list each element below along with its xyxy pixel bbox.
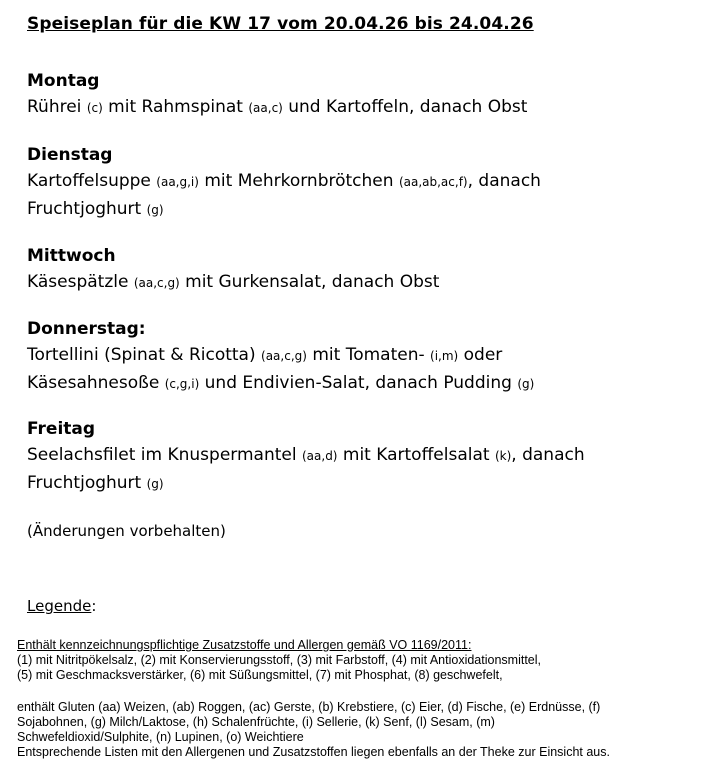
dish-text: , danach [511, 445, 585, 465]
dish-text: und Kartoffeln, danach Obst [282, 97, 528, 117]
day-friday [27, 418, 717, 498]
dish-text: Käsespätzle [27, 272, 134, 292]
legend-title-colon: : [91, 597, 97, 615]
allergen-code: (aa,d) [301, 449, 338, 463]
dish-text: mit Kartoffelsalat [337, 445, 495, 465]
day-thursday [27, 318, 717, 398]
allergens-legend [17, 700, 610, 760]
dish-text: Fruchtjoghurt [27, 199, 147, 219]
dish-text: , danach [467, 171, 541, 191]
day-wednesday [27, 245, 717, 297]
dish-text: Rührei [27, 97, 87, 117]
day-name: Montag [27, 71, 100, 91]
allergen-code: (g) [146, 477, 164, 491]
legend-line: Schwefeldioxid/Sulphite, (n) Lupinen, (o) Weichtiere [17, 730, 304, 744]
allergen-code: (c) [86, 101, 103, 115]
allergen-code: (aa,c) [248, 101, 283, 115]
day-name: Mittwoch [27, 246, 116, 266]
allergen-code: (g) [146, 203, 164, 217]
dish-line [27, 470, 717, 498]
day-name: Donnerstag: [27, 319, 146, 339]
allergen-code: (aa,g,i) [156, 175, 199, 189]
legend-heading: Enthält kennzeichnungspflichtige Zusatzstoffe und Allergen gemäß VO 1169/2011: [17, 638, 472, 652]
legend-title [27, 597, 96, 615]
allergen-code: (aa,c,g) [133, 276, 180, 290]
legend-line: Sojabohnen, (g) Milch/Laktose, (h) Schalenfrüchte, (i) Sellerie, (k) Senf, (l) Sesam, (m) [17, 715, 495, 729]
additives-legend [17, 638, 541, 683]
dish-text: Fruchtjoghurt [27, 473, 147, 493]
dish-text: Tortellini (Spinat & Ricotta) [27, 345, 262, 365]
legend-line: (1) mit Nitritpökelsalz, (2) mit Konservierungsstoff, (3) mit Farbstoff, (4) mit Antioxidationsmittel, [17, 653, 541, 667]
dish-text: mit Tomaten- [306, 345, 431, 365]
allergen-code: (c,g,i) [164, 377, 200, 391]
dish-text: und Endivien-Salat, danach Pudding [199, 373, 518, 393]
legend-line: enthält Gluten (aa) Weizen, (ab) Roggen, (ac) Gerste, (b) Krebstiere, (c) Eier, (d) Fische, (e) Erdnüsse, (f) [17, 700, 601, 714]
legend-line: (5) mit Geschmacksverstärker, (6) mit Süßungsmittel, (7) mit Phosphat, (8) geschwefelt, [17, 668, 503, 682]
dish-line [27, 342, 717, 370]
changes-note: (Änderungen vorbehalten) [27, 522, 226, 540]
dish-text: Kartoffelsuppe [27, 171, 157, 191]
allergen-code: (i,m) [430, 349, 459, 363]
allergen-code: (k) [494, 449, 512, 463]
legend-line: Entsprechende Listen mit den Allergenen und Zusatzstoffen liegen ebenfalls an der Theke zur Einsicht aus. [17, 745, 610, 759]
dish-text: Seelachsfilet im Knuspermantel [27, 445, 302, 465]
dish-line [27, 94, 717, 122]
dish-text: oder [458, 345, 503, 365]
day-tuesday [27, 144, 717, 224]
allergen-code: (g) [517, 377, 535, 391]
dish-line [27, 196, 717, 224]
dish-text: mit Rahmspinat [102, 97, 249, 117]
dish-line [27, 168, 717, 196]
day-name: Freitag [27, 419, 96, 439]
legend-title-text: Legende [27, 597, 92, 615]
dish-line [27, 370, 717, 398]
dish-text: Käsesahnesoße [27, 373, 165, 393]
dish-text: mit Mehrkornbrötchen [198, 171, 399, 191]
allergen-code: (aa,ab,ac,f) [398, 175, 468, 189]
dish-line [27, 269, 717, 297]
dish-text: mit Gurkensalat, danach Obst [179, 272, 440, 292]
dish-line [27, 442, 717, 470]
day-monday [27, 70, 717, 122]
day-name: Dienstag [27, 145, 113, 165]
allergen-code: (aa,c,g) [261, 349, 307, 363]
page-title: Speiseplan für die KW 17 vom 20.04.26 bis 24.04.26 [27, 14, 534, 34]
